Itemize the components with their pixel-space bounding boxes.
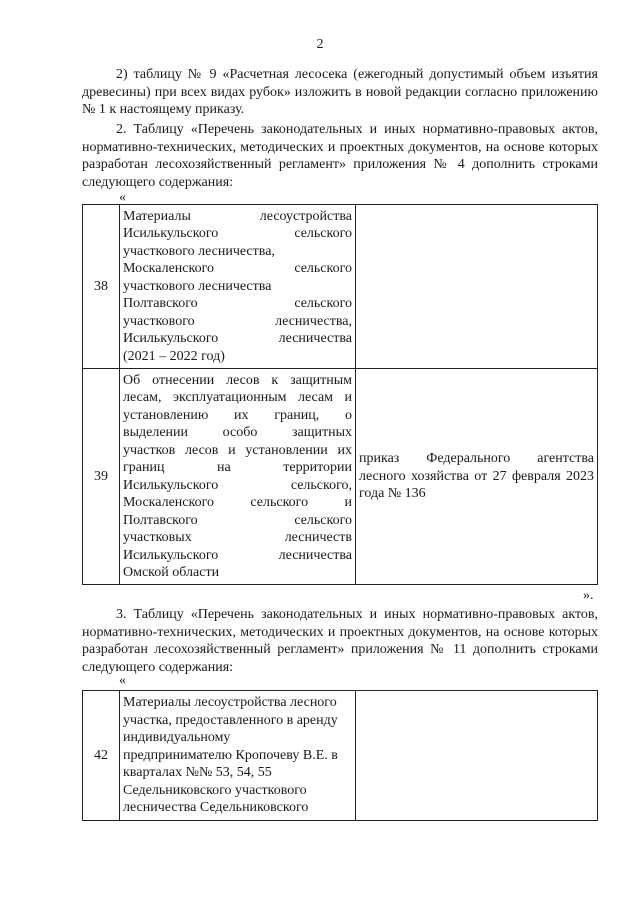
table-row <box>83 369 598 585</box>
text-line: выделении особо защитных <box>123 425 352 440</box>
text-line: Москаленского сельского <box>123 261 352 277</box>
document-title <box>123 694 352 817</box>
row-number: 39 <box>83 369 120 585</box>
page-number: 2 <box>316 37 324 52</box>
paragraph-item-2 <box>82 66 598 119</box>
text-line: лесам, эксплуатационным лесам и <box>123 390 352 405</box>
closing-quote: ». <box>583 588 594 603</box>
text-line: участка, предоставленного в аренду <box>123 712 338 728</box>
paragraph-point-2 <box>82 121 598 191</box>
row-number: 42 <box>83 691 120 821</box>
document-title-cell <box>120 369 356 585</box>
text-line: участкового лесничества, <box>123 313 352 329</box>
text-line: Исилькульского лесничества <box>123 331 352 347</box>
documents-table-appendix-4 <box>82 204 598 585</box>
paragraph-point-2-text: 2. Таблицу «Перечень законодательных и иных нормативно-правовых актов, нормативно-технических, методических и проектных документов, на основе которых разработан лесохозяйственный регламент» приложения № 4 дополнить строками следующего содержания: <box>82 122 598 190</box>
text-line: участкового лесничества <box>123 278 272 294</box>
text-line: Москаленского сельского и <box>123 495 352 510</box>
approving-document-cell <box>356 691 598 821</box>
text-line: (2021 – 2022 год) <box>123 348 225 364</box>
paragraph-item-2-text: 2) таблицу № 9 «Расчетная лесосека (ежегодный допустимый объем изъятия древесины) при всех видах рубок» изложить в новой редакции согласно приложению № 1 к настоящему приказу. <box>82 67 598 117</box>
text-line: участковых лесничеств <box>123 530 352 545</box>
opening-quote: « <box>119 190 126 205</box>
text-line: участкового лесничества, <box>123 243 275 259</box>
paragraph-point-3-text: 3. Таблицу «Перечень законодательных и иных нормативно-правовых актов, нормативно-технических, методических и проектных документов, на основе которых разработан лесохозяйственный регламент» приложения № 11 дополнить строками следующего содержания: <box>82 607 598 675</box>
text-line: Седельниковского участкового <box>123 782 307 798</box>
text-line: границ на территории <box>123 460 352 475</box>
text-line: Материалы лесоустройства лесного <box>123 695 337 711</box>
table-row <box>83 691 598 821</box>
text-line: индивидуальному <box>123 730 231 746</box>
document-title <box>123 372 352 582</box>
text-line: предпринимателю Кропочеву В.Е. в <box>123 747 338 763</box>
row-number: 38 <box>83 205 120 369</box>
text-line: участков лесов и установлении их <box>123 442 352 458</box>
approving-document-cell: приказ Федерального агентства лесного хозяйства от 27 февраля 2023 года № 136 <box>356 369 598 585</box>
text-line: установлению их границ, о <box>123 407 352 423</box>
text-line: лесничества Седельниковского <box>123 800 309 816</box>
document-title <box>123 208 352 366</box>
document-title-cell <box>120 205 356 369</box>
text-line: Исилькульского сельского <box>123 226 352 242</box>
text-line: Полтавского сельского <box>123 296 352 312</box>
text-line: Исилькульского сельского, <box>123 477 352 493</box>
text-line: Об отнесении лесов к защитным <box>123 372 352 388</box>
opening-quote-2: « <box>119 673 126 688</box>
text-line: Исилькульского лесничества <box>123 547 352 563</box>
table-row <box>83 205 598 369</box>
documents-table-appendix-11 <box>82 690 598 821</box>
paragraph-point-3 <box>82 606 598 676</box>
document-title-cell <box>120 691 356 821</box>
text-line: Полтавского сельского <box>123 512 352 528</box>
approving-document-cell <box>356 205 598 369</box>
text-line: Омской области <box>123 565 220 580</box>
text-line: кварталах №№ 53, 54, 55 <box>123 765 272 781</box>
text-line: Материалы лесоустройства <box>123 208 352 224</box>
